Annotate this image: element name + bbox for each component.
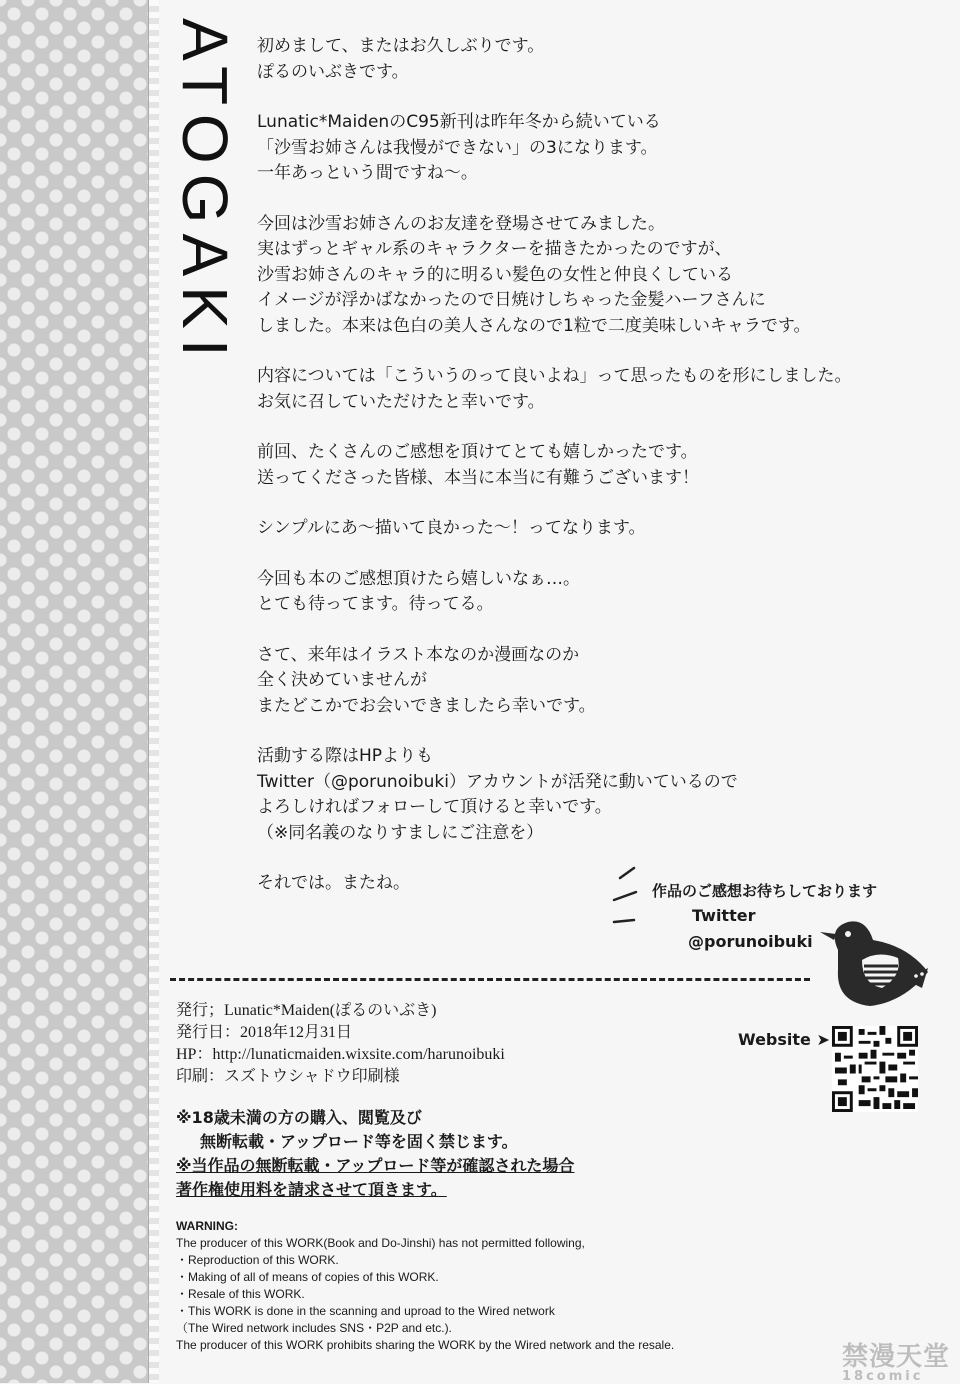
paragraph: シンプルにあ～描いて良かった～！ってなります。 [257,518,646,538]
paragraph: 今回は沙雪お姉さんのお友達を登場させてみました。 実はずっとギャル系のキャラクターを描きたかったのですが、 沙雪お姉さんのキャラ的に明るい髪色の女性と仲良くしている イメージが浮かばなかったので日焼けしちゃった金髪ハーフさんに しました。本来は色白の美人さんなので1粒で二度美味しいキャラです。 [257,213,811,336]
publisher: 発行；Lunatic*Maiden(ぽるのいぶき) [176,1002,437,1019]
paragraph: 活動する際はHPよりも Twitter（@porunoibuki）アカウントが活発に動いているので よろしければフォローして頂けると幸いです。 （※同名義のなりすましにご注意を） [257,746,738,843]
twitter-message: 作品のご感想お待ちしております [652,882,878,900]
qr-code-icon[interactable] [832,1026,918,1112]
homepage-url[interactable]: HP：http://lunaticmaiden.wixsite.com/harunoibuki [176,1046,505,1063]
twitter-block [640,880,940,1040]
arrow-right-icon: ➤ [816,1030,830,1049]
bird-icon [818,910,938,1020]
paragraph: 初めまして、またはお久しぶりです。 ぽるのいぶきです。 [257,36,545,82]
paragraph: さて、来年はイラスト本なのか漫画なのか 全く決めていませんが またどこかでお会いできましたら幸いです。 [257,644,596,716]
lace-edge [148,0,159,1383]
page-title: ATOGAKI [169,18,241,367]
warning-notice-en: WARNING: The producer of this WORK(Book and Do-Jinshi) has not permitted following, ・Reproduction of this WORK. ・Making of all of means of copies of this WORK. ・Resale of this WORK. ・This WORK is done in the scanning and uproad to the Wired network （The Wired network includes SNS・P2P and etc.). The producer of this WORK prohibits sharing the WORK by the Wired network and the resale. [176,1219,675,1352]
publish-date: 発行日：2018年12月31日 [176,1024,353,1041]
twitter-label: Twitter [692,906,756,925]
paragraph: 前回、たくさんのご感想を頂けてとても嬉しかったです。 送ってくださった皆様、本当に本当に有難うございます！ [257,442,699,488]
paragraph: Lunatic*MaidenのC95新刊は昨年冬から続いている 「沙雪お姉さんは我慢ができない」の3になります。 一年あっという間ですね～。 [257,112,661,183]
afterword-body [257,34,937,871]
twitter-handle[interactable]: @porunoibuki [688,932,813,951]
polka-dot-border [0,0,148,1383]
closing-line: それでは。またね。 [257,873,410,893]
warning-heading: WARNING: [176,1219,238,1233]
section-divider [170,978,810,981]
colophon [176,1000,505,1088]
printer: 印刷：スズトウシャドウ印刷様 [176,1068,400,1085]
paragraph: 内容については「こういうのって良いよね」って思ったものを形にしました。 お気に召していただけたと幸いです。 [257,366,852,412]
site-watermark: 禁漫天堂 18comic [842,1342,951,1384]
warning-notice-jp: ※18歳未満の方の購入、閲覧及び 無断転載・アップロード等を固く禁じます。 ※当作品の無断転載・アップロード等が確認された場合 著作権使用料を請求させて頂きます。 [176,1108,575,1199]
website-label: Website ➤ [738,1030,830,1049]
paragraph: 今回も本のご感想頂けたら嬉しいなぁ…。 とても待ってます。待ってる。 [257,568,580,614]
